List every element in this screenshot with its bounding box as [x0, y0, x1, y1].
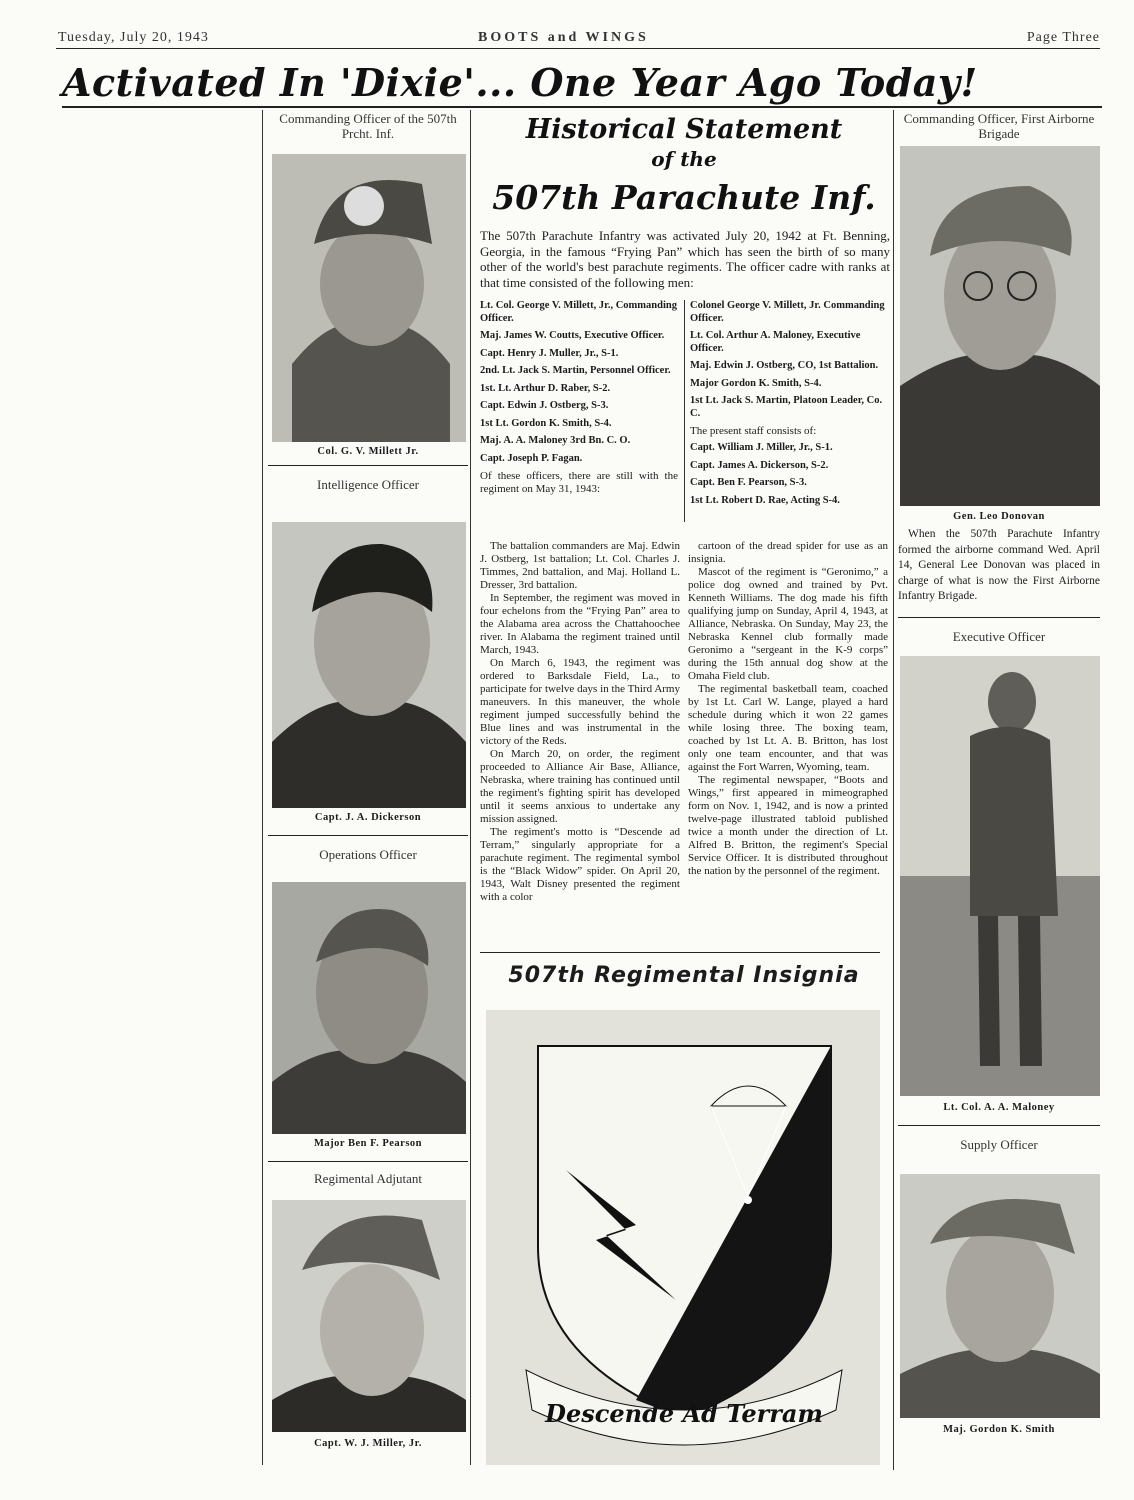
- photo-caption: Capt. J. A. Dickerson: [314, 812, 422, 823]
- section-heading: Operations Officer: [319, 847, 417, 862]
- masthead-page-number: Page Three: [1026, 30, 1100, 45]
- section-heading: Supply Officer: [960, 1136, 1038, 1152]
- article-paragraph: The regiment's motto is “Descende ad Terram,” singularly appropriate for a parachute regiment. The regimental symbol is the “Black Widow” spider. On April 20, 1943, Walt Disney presented the regiment with a color: [480, 826, 680, 903]
- portrait-photo-donovan: [900, 146, 1100, 506]
- right-column: [898, 112, 1100, 1435]
- statement-subtitle: of the: [651, 147, 717, 171]
- headline-rule: [62, 106, 1102, 108]
- section-divider: [898, 617, 1100, 618]
- list-divider: [684, 300, 685, 522]
- insignia-motto: Descende Ad Terram: [545, 1399, 823, 1428]
- insignia-photo: [486, 1010, 880, 1465]
- article-paragraph: In September, the regiment was moved in four echelons from the “Frying Pan” area to the Alabama area across the Chattahoochee river. In Alabama the regiment trained until March, 1943.: [480, 592, 680, 656]
- section-divider: [268, 465, 468, 466]
- list-item: 1st Lt. Robert D. Rae, Acting S-4.: [690, 494, 840, 506]
- article-paragraph: On March 20, on order, the regiment proceeded to Alliance Air Base, Alliance, Nebraska, where training has continued until the regiment's fighting spirit has developed until it seems anxious to undertake any mission assigned.: [480, 748, 680, 825]
- list-item: Capt. Joseph P. Fagan.: [480, 452, 583, 464]
- statement-intro: The 507th Parachute Infantry was activated July 20, 1942 at Ft. Benning, Georgia, in the famous “Frying Pan” which has seen the birth of so many other of the world's best parachute regiments. The officer cadre with ranks at that time consisted of the following men:: [480, 228, 890, 290]
- portrait-photo-smith: [900, 1174, 1100, 1418]
- article-paragraph: On March 6, 1943, the regiment was ordered to Barksdale Field, La., to participate for twelve days in the Third Army maneuvers. In this maneuver, the whole regiment jumped successfully behind the Blue lines and was instrumental in the victory of the Reds.: [480, 657, 680, 747]
- portrait-photo-dickerson: [272, 522, 466, 808]
- portrait-photo-millett: [272, 154, 466, 442]
- full-length-photo-maloney: [900, 656, 1100, 1096]
- article-paragraph: Mascot of the regiment is “Geronimo,” a police dog owned and trained by Pvt. Kenneth Williams. The dog made his fifth qualifying jump on Sunday, April 4, 1943, at Alliance, Nebraska. On Sunday, May 23, the Nebraska Kennel club formally made Geronimo a “sergeant in the K-9 corps” during the 15th annual dog show at the Omaha Field club.: [688, 566, 888, 682]
- photo-caption: Lt. Col. A. A. Maloney: [943, 1101, 1055, 1113]
- section-heading: Executive Officer: [952, 628, 1046, 644]
- list-item: Major Gordon K. Smith, S-4.: [690, 377, 822, 389]
- left-center-rule: [470, 110, 471, 1465]
- section-heading: Regimental Adjutant: [314, 1171, 422, 1186]
- present-staff-intro: The present staff consists of:: [690, 425, 817, 437]
- original-cadre-list: [480, 300, 678, 496]
- article-column-1: [480, 540, 680, 904]
- still-with-note: Of these officers, there are still with the regiment on May 31, 1943:: [480, 470, 678, 495]
- section-heading: Commanding Officer, First Airborne Brigade: [903, 111, 1095, 141]
- list-item: Colonel George V. Millett, Jr. Commanding Officer.: [690, 300, 885, 324]
- section-heading: Commanding Officer of the 507th Prcht. Inf.: [279, 111, 457, 141]
- list-item: Lt. Col. George V. Millett, Jr., Commanding Officer.: [480, 300, 677, 324]
- left-column: [268, 112, 468, 1449]
- article-paragraph: cartoon of the dread spider for use as an insignia.: [688, 540, 888, 565]
- masthead-rule: [56, 48, 1100, 49]
- list-item: Lt. Col. Arthur A. Maloney, Executive Officer.: [690, 330, 861, 354]
- officer-lists: [480, 300, 888, 532]
- insignia-rule: [480, 952, 880, 953]
- photo-caption: Col. G. V. Millett Jr.: [317, 446, 419, 457]
- list-item: 1st Lt. Gordon K. Smith, S-4.: [480, 417, 612, 429]
- section-divider: [898, 1125, 1100, 1126]
- statement-title: Historical Statement: [525, 114, 843, 145]
- list-item: 2nd. Lt. Jack S. Martin, Personnel Officer.: [480, 365, 671, 376]
- statement-unit-name: 507th Parachute Inf.: [492, 178, 876, 217]
- article-paragraph: The regimental basketball team, coached by 1st Lt. Carl W. Lange, played a hard schedule during which it won 22 games while losing three. The boxing team, coached by 1st Lt. A. B. Britton, has lost only one team encounter, and that was against the Fort Warren, Wyoming, team.: [688, 683, 888, 773]
- article-paragraph: The battalion commanders are Maj. Edwin J. Ostberg, 1st battalion; Lt. Col. Charles J. Timmes, 2nd battalion, and Maj. Holland L. Dresser, 3rd battalion.: [480, 540, 680, 591]
- photo-caption: Maj. Gordon K. Smith: [943, 1423, 1055, 1435]
- donovan-note: When the 507th Parachute Infantry formed the airborne command Wed. April 14, General Lee Donovan was placed in charge of what is now the First Airborne Infantry Brigade.: [898, 528, 1100, 602]
- portrait-photo-pearson: [272, 882, 466, 1134]
- list-item: Maj. Edwin J. Ostberg, CO, 1st Battalion.: [690, 360, 879, 371]
- section-divider: [268, 1161, 468, 1162]
- section-heading: Intelligence Officer: [317, 477, 419, 492]
- photo-caption: Capt. W. J. Miller, Jr.: [314, 1438, 422, 1449]
- section-divider: [268, 835, 468, 836]
- photo-caption: Major Ben F. Pearson: [314, 1138, 422, 1149]
- list-item: Capt. Edwin J. Ostberg, S-3.: [480, 400, 609, 411]
- masthead-paper-name: BOOTS and WINGS: [478, 30, 649, 45]
- list-item: Capt. William J. Miller, Jr., S-1.: [690, 442, 833, 453]
- insignia-shield-graphic: [486, 1010, 880, 1465]
- historical-statement: [480, 116, 888, 988]
- portrait-photo-miller: [272, 1200, 466, 1432]
- article-column-2: [688, 540, 888, 878]
- article-body: [480, 540, 888, 944]
- page-headline: Activated In 'Dixie'... One Year Ago Today!: [62, 60, 978, 105]
- insignia-title: 507th Regimental Insignia: [508, 963, 860, 988]
- list-item: 1st Lt. Jack S. Martin, Platoon Leader, Co. C.: [690, 395, 883, 419]
- list-item: Capt. Henry J. Muller, Jr., S-1.: [480, 347, 619, 359]
- list-item: 1st. Lt. Arthur D. Raber, S-2.: [480, 382, 611, 394]
- left-column-rule: [262, 110, 263, 1465]
- article-paragraph: The regimental newspaper, “Boots and Wings,” first appeared in mimeographed form on Nov. 1, 1942, and is now a printed twelve-page illustrated tabloid published twice a month under the direction of Lt. Alfred B. Britton, the regiment's Special Service Officer. It is distributed throughout the nation by the personnel of the regiment.: [688, 774, 888, 877]
- list-item: Capt. Ben F. Pearson, S-3.: [690, 477, 807, 488]
- current-staff-list: [690, 300, 890, 512]
- list-item: Capt. James A. Dickerson, S-2.: [690, 459, 829, 471]
- list-item: Maj. James W. Coutts, Executive Officer.: [480, 330, 665, 341]
- masthead-date: Tuesday, July 20, 1943: [58, 30, 209, 45]
- center-right-rule: [893, 110, 894, 1470]
- list-item: Maj. A. A. Maloney 3rd Bn. C. O.: [480, 435, 631, 446]
- photo-caption: Gen. Leo Donovan: [953, 511, 1045, 522]
